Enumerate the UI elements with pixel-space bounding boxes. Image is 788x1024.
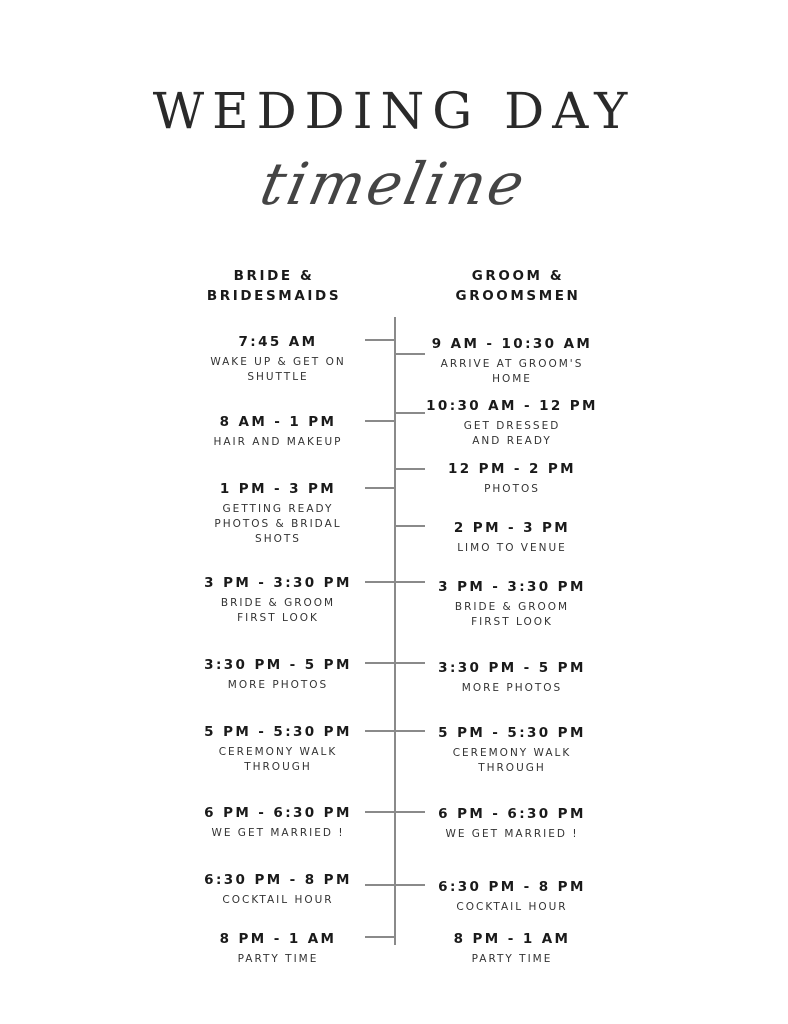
- event-description: BRIDE & GROOM FIRST LOOK: [220, 597, 336, 624]
- event-description: CEREMONY WALK THROUGH: [452, 747, 572, 774]
- groom-event: [402, 805, 622, 842]
- event-time: 3:30 PM - 5 PM: [438, 660, 586, 676]
- bride-event: [168, 871, 388, 908]
- event-time: 9 AM - 10:30 AM: [431, 336, 593, 352]
- event-time: 7:45 AM: [238, 334, 318, 350]
- event-time: 5 PM - 5:30 PM: [438, 725, 586, 741]
- event-time: 1 PM - 3 PM: [219, 481, 337, 497]
- event-description: MORE PHOTOS: [227, 679, 329, 691]
- event-time: 2 PM - 3 PM: [453, 520, 571, 536]
- bride-column-heading: BRIDE & BRIDESMAIDS: [206, 268, 342, 304]
- event-description: WE GET MARRIED !: [445, 828, 579, 840]
- script-subtitle: timeline: [254, 150, 534, 218]
- groom-event: [402, 460, 622, 497]
- groom-column-heading: GROOM & GROOMSMEN: [455, 268, 581, 304]
- event-description: PARTY TIME: [237, 953, 319, 965]
- event-description: COCKTAIL HOUR: [456, 901, 568, 913]
- bride-event: [168, 413, 388, 450]
- event-time: 8 PM - 1 AM: [219, 931, 337, 947]
- event-time: 12 PM - 2 PM: [447, 461, 577, 477]
- groom-event: [402, 397, 622, 449]
- bride-event: [168, 804, 388, 841]
- event-description: GETTING READY PHOTOS & BRIDAL SHOTS: [214, 503, 342, 545]
- event-time: 5 PM - 5:30 PM: [204, 724, 352, 740]
- event-description: COCKTAIL HOUR: [222, 894, 334, 906]
- event-time: 6:30 PM - 8 PM: [204, 872, 352, 888]
- bride-event: [168, 930, 388, 967]
- event-description: GET DRESSED AND READY: [463, 420, 561, 447]
- groom-event: [402, 519, 622, 556]
- event-time: 10:30 AM - 12 PM: [426, 398, 598, 414]
- bride-event: [168, 723, 388, 775]
- event-time: 8 AM - 1 PM: [219, 414, 337, 430]
- event-time: 3 PM - 3:30 PM: [438, 579, 586, 595]
- event-description: LIMO TO VENUE: [457, 542, 567, 554]
- groom-event: [402, 930, 622, 967]
- groom-event: [402, 878, 622, 915]
- groom-event: [402, 335, 622, 387]
- bride-event: [168, 656, 388, 693]
- groom-event: [402, 578, 622, 630]
- event-description: MORE PHOTOS: [461, 682, 563, 694]
- groom-event: [402, 724, 622, 776]
- bride-event: [168, 333, 388, 385]
- event-time: 3 PM - 3:30 PM: [204, 575, 352, 591]
- event-description: WAKE UP & GET ON SHUTTLE: [210, 356, 346, 383]
- event-description: PARTY TIME: [471, 953, 553, 965]
- bride-event: [168, 574, 388, 626]
- event-description: HAIR AND MAKEUP: [213, 436, 343, 448]
- bride-event: [168, 480, 388, 547]
- event-description: PHOTOS: [484, 483, 540, 495]
- groom-event: [402, 659, 622, 696]
- event-description: WE GET MARRIED !: [211, 827, 345, 839]
- event-time: 3:30 PM - 5 PM: [204, 657, 352, 673]
- event-time: 6 PM - 6:30 PM: [204, 805, 352, 821]
- event-time: 8 PM - 1 AM: [453, 931, 571, 947]
- event-description: CEREMONY WALK THROUGH: [218, 746, 338, 773]
- event-description: BRIDE & GROOM FIRST LOOK: [454, 601, 570, 628]
- page-title: WEDDING DAY: [152, 82, 636, 140]
- event-description: ARRIVE AT GROOM'S HOME: [440, 358, 584, 385]
- event-time: 6 PM - 6:30 PM: [438, 806, 586, 822]
- event-time: 6:30 PM - 8 PM: [438, 879, 586, 895]
